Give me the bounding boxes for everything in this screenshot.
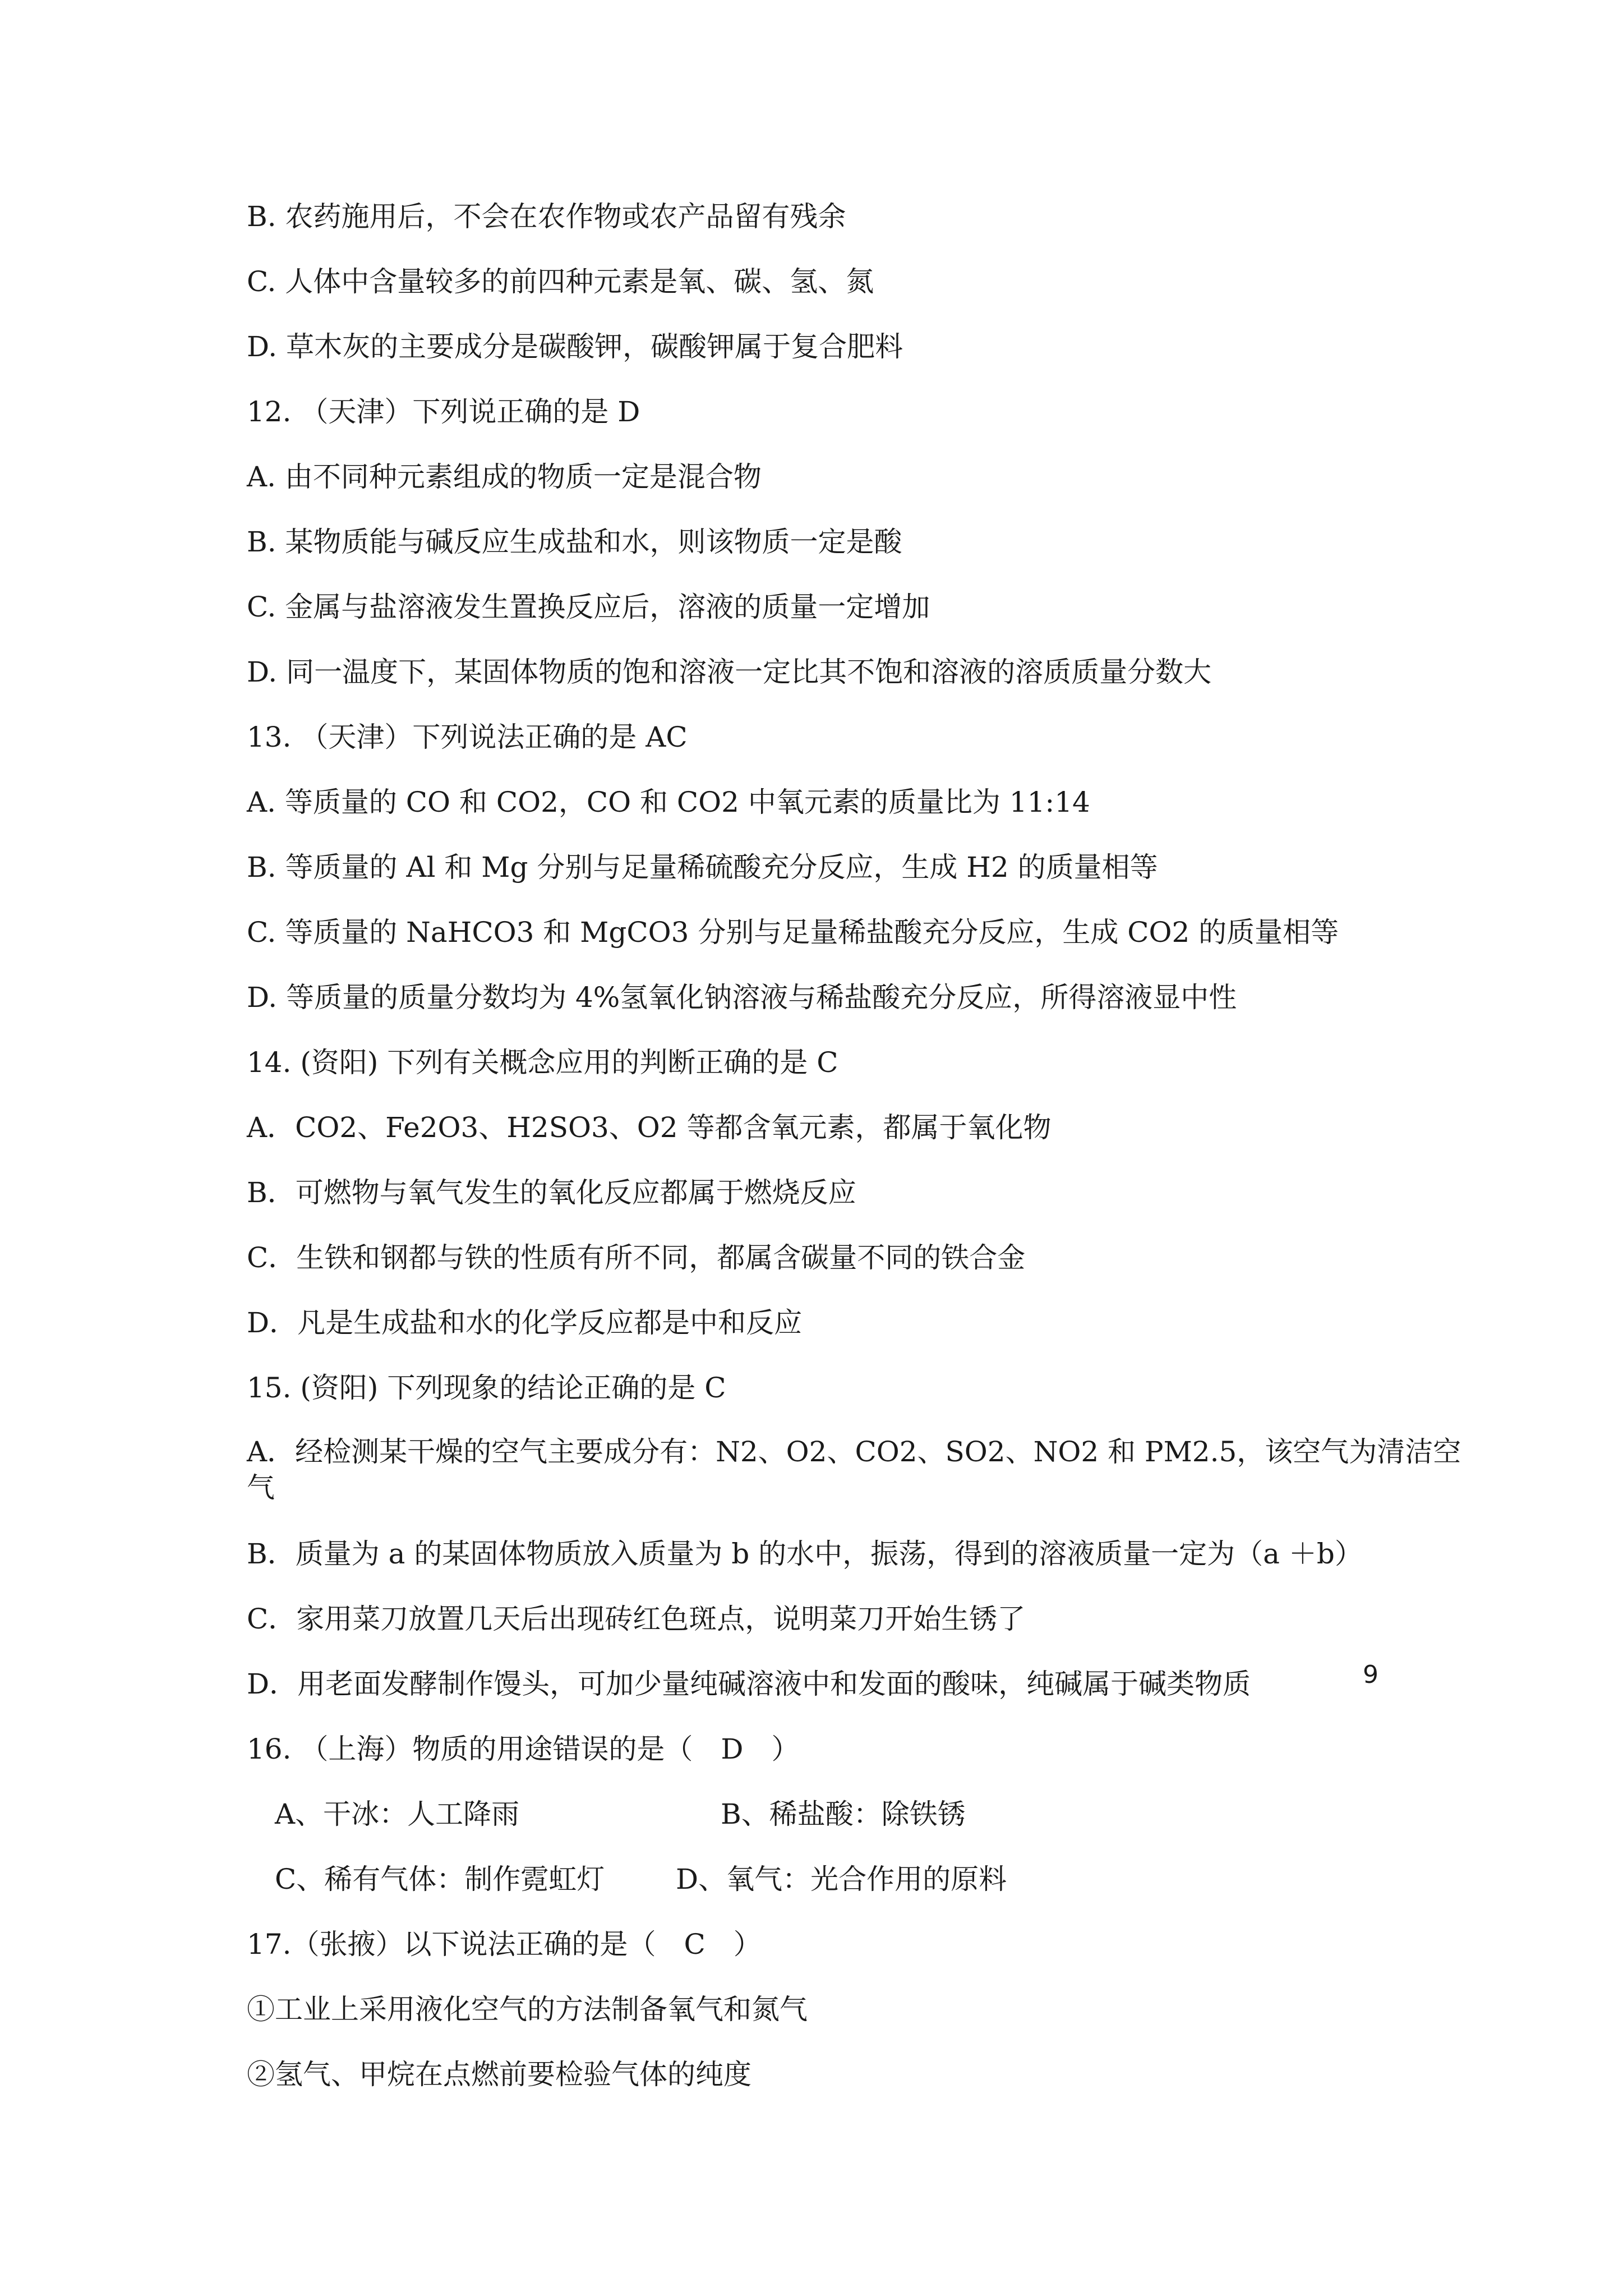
option-line: C. 等质量的 NaHCO3 和 MgCO3 分别与足量稀盐酸充分反应，生成 CO2 的质量相等: [247, 916, 1339, 949]
question-13: 13. （天津）下列说法正确的是 AC: [247, 721, 688, 753]
option-line: D. 等质量的质量分数均为 4%氢氧化钠溶液与稀盐酸充分反应，所得溶液显中性: [247, 981, 1237, 1014]
option-line: C．家用菜刀放置几天后出现砖红色斑点，说明菜刀开始生锈了: [247, 1603, 1026, 1635]
option-line: C. 人体中含量较多的前四种元素是氧、碳、氢、氮: [247, 265, 874, 298]
option-line: B. 某物质能与碱反应生成盐和水，则该物质一定是酸: [247, 526, 902, 558]
option-line: C. 金属与盐溶液发生置换反应后，溶液的质量一定增加: [247, 591, 930, 623]
option-line: D. 同一温度下，某固体物质的饱和溶液一定比其不饱和溶液的溶质质量分数大: [247, 656, 1212, 688]
option-line: D．用老面发酵制作馒头，可加少量纯碱溶液中和发面的酸味，纯碱属于碱类物质: [247, 1668, 1251, 1700]
option-line-wrap: 气: [247, 1471, 275, 1504]
option-line: A. 由不同种元素组成的物质一定是混合物: [247, 461, 762, 493]
option-line: B．可燃物与氧气发生的氧化反应都属于燃烧反应: [247, 1176, 856, 1209]
question-17: 17.（张掖）以下说法正确的是（ C ）: [247, 1928, 762, 1961]
question-16: 16. （上海）物质的用途错误的是（ D ）: [247, 1733, 800, 1765]
option-line: A、干冰：人工降雨: [275, 1798, 520, 1830]
option-line: B. 农药施用后，不会在农作物或农产品留有残余: [247, 200, 846, 233]
option-line: C．生铁和钢都与铁的性质有所不同，都属含碳量不同的铁合金: [247, 1241, 1026, 1274]
option-line: B、稀盐酸：除铁锈: [721, 1798, 966, 1830]
question-14: 14. (资阳) 下列有关概念应用的判断正确的是 C: [247, 1046, 838, 1079]
option-line: B．质量为 a 的某固体物质放入质量为 b 的水中，振荡，得到的溶液质量一定为（a ＋b）: [247, 1538, 1363, 1570]
option-line: A．CO2、Fe2O3、H2SO3、O2 等都含氧元素，都属于氧化物: [247, 1111, 1052, 1144]
question-12: 12. （天津）下列说正确的是 D: [247, 395, 640, 428]
option-line: B. 等质量的 Al 和 Mg 分别与足量稀硫酸充分反应，生成 H2 的质量相等: [247, 851, 1158, 884]
option-line: A．经检测某干燥的空气主要成分有：N2、O2、CO2、SO2、NO2 和 PM2.5，该空气为清洁空: [247, 1435, 1461, 1468]
option-line: D. 草木灰的主要成分是碳酸钾，碳酸钾属于复合肥料: [247, 330, 903, 363]
option-line: D．凡是生成盐和水的化学反应都是中和反应: [247, 1306, 803, 1339]
statement-line: ②氢气、甲烷在点燃前要检验气体的纯度: [247, 2058, 751, 2091]
question-15: 15. (资阳) 下列现象的结论正确的是 C: [247, 1372, 726, 1404]
option-line: C、稀有气体：制作霓虹灯: [275, 1863, 605, 1895]
option-line: A. 等质量的 CO 和 CO2，CO 和 CO2 中氧元素的质量比为 11:14: [247, 786, 1090, 818]
statement-line: ①工业上采用液化空气的方法制备氧气和氮气: [247, 1993, 808, 2026]
page-number: 9: [1363, 1660, 1378, 1689]
option-line: D、氧气：光合作用的原料: [676, 1863, 1007, 1895]
